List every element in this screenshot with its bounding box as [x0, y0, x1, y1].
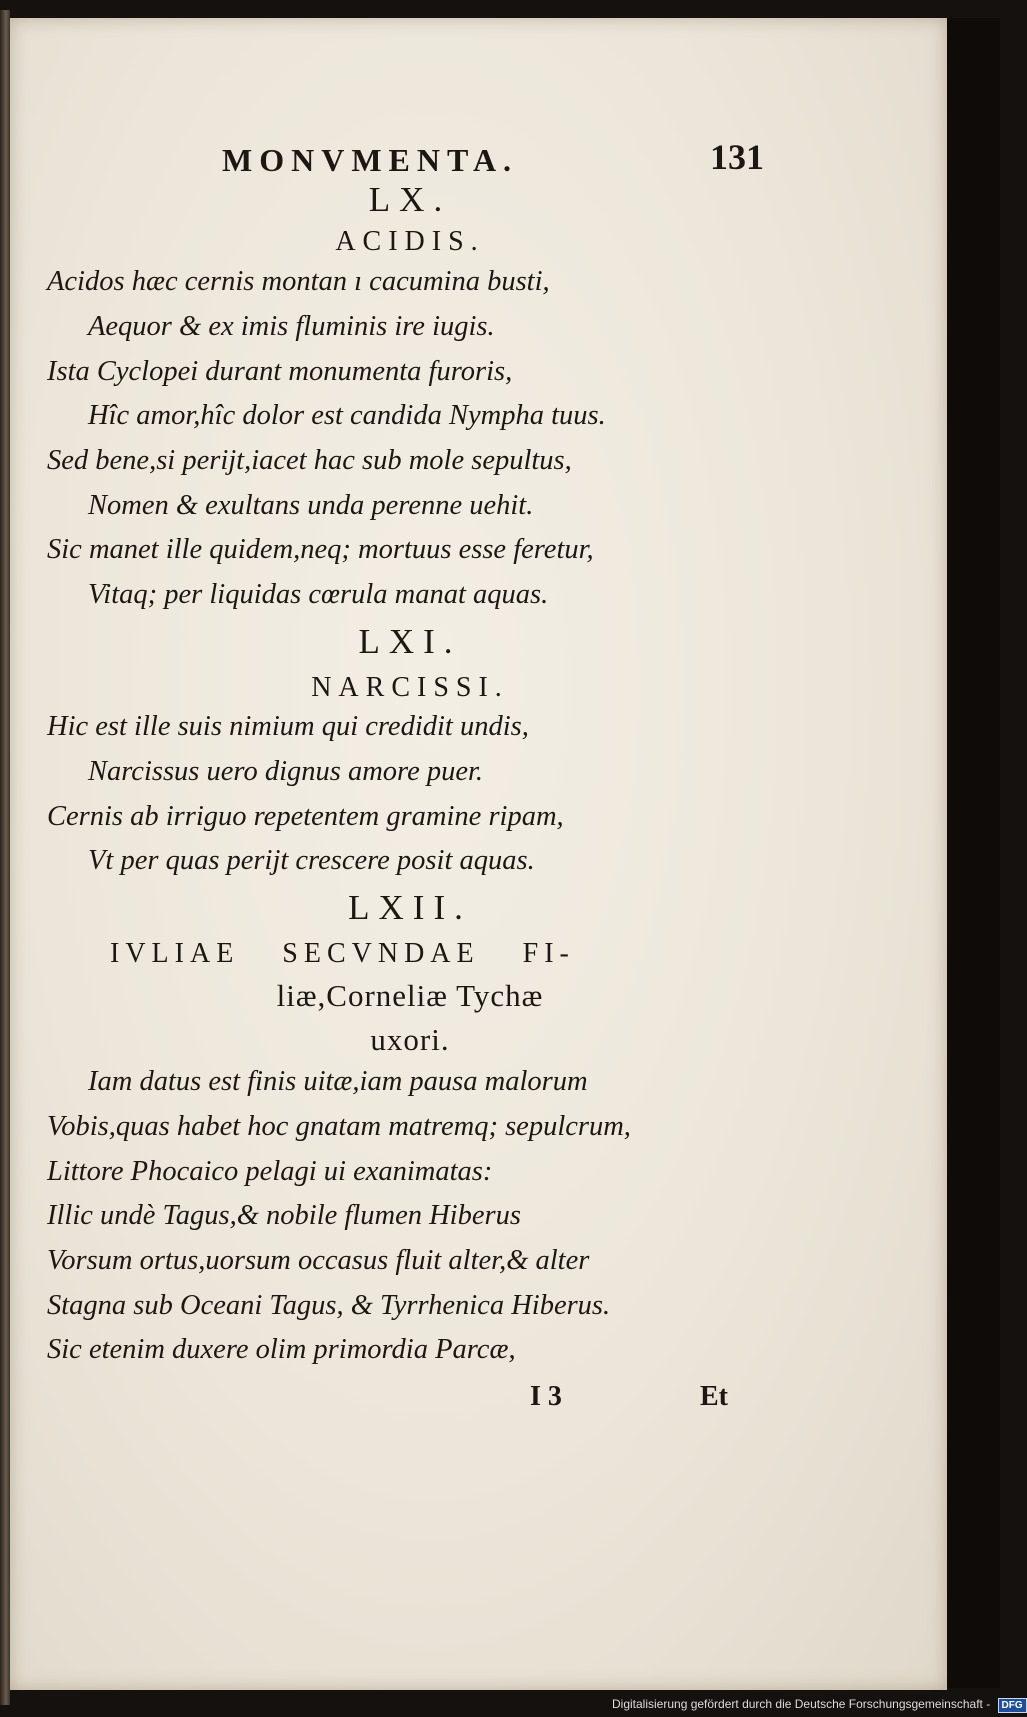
signature-mark: I 3: [530, 1381, 562, 1412]
verse-line: Littore Phocaico pelagi ui exanimatas:: [47, 1156, 493, 1187]
verse-line: Hîc amor,hîc dolor est candida Nympha tuus.: [88, 400, 606, 431]
dfg-logo-icon: DFG: [998, 1698, 1027, 1713]
credit-text: Digitalisierung gefördert durch die Deutsche Forschungsgemeinschaft -: [612, 1697, 991, 1711]
verse-line: Cernis ab irriguo repetentem gramine ripam,: [47, 801, 564, 832]
verse-line: Acidos hæc cernis montan ı cacumina busti,: [47, 266, 550, 297]
verse-line: Stagna sub Oceani Tagus, & Tyrrhenica Hiberus.: [47, 1290, 611, 1321]
verse-line: Narcissus uero dignus amore puer.: [88, 756, 484, 787]
section-title: IVLIAE SECVNDAE FI-: [110, 938, 575, 969]
verse-line: Illic undè Tagus,& nobile flumen Hiberus: [47, 1200, 521, 1231]
verse-line: Vorsum ortus,uorsum occasus fluit alter,& alter: [47, 1245, 590, 1276]
section-caption: uxori.: [370, 1022, 450, 1057]
section-number: LXII.: [348, 888, 472, 927]
verse-line: Ista Cyclopei durant monumenta furoris,: [47, 356, 513, 387]
scan-background: [945, 18, 1000, 1688]
verse-line: Sic manet ille quidem,neq; mortuus esse feretur,: [47, 534, 594, 565]
verse-line: Iam datus est finis uitæ,iam pausa malorum: [88, 1066, 588, 1097]
verse-line: Vobis,quas habet hoc gnatam matremq; sepulcrum,: [47, 1111, 631, 1142]
digitization-credit: [612, 1697, 1027, 1713]
section-title: ACIDIS.: [335, 226, 485, 257]
section-number: LXI.: [358, 622, 462, 661]
verse-line: Aequor & ex imis fluminis ire iugis.: [88, 311, 495, 342]
page-number: 131: [710, 137, 764, 177]
catchword: Et: [700, 1381, 728, 1412]
verse-line: Sic etenim duxere olim primordia Parcæ,: [47, 1334, 516, 1365]
section-title: NARCISSI.: [311, 672, 509, 703]
verse-line: Hic est ille suis nimium qui credidit undis,: [47, 711, 529, 742]
verse-line: Nomen & exultans unda perenne uehit.: [88, 490, 534, 521]
page-header: [10, 136, 947, 186]
verse-line: Vitaq; per liquidas cœrula manat aquas.: [88, 579, 549, 610]
section-number: LX.: [368, 180, 452, 219]
section-caption: liæ,Corneliæ Tychæ: [276, 978, 544, 1013]
running-title: MONVMENTA.: [222, 142, 519, 178]
book-page: [10, 18, 947, 1690]
verse-line: Vt per quas perijt crescere posit aquas.: [88, 845, 535, 876]
book-spine-edge: [0, 10, 10, 1705]
verse-line: Sed bene,si perijt,iacet hac sub mole sepultus,: [47, 445, 572, 476]
